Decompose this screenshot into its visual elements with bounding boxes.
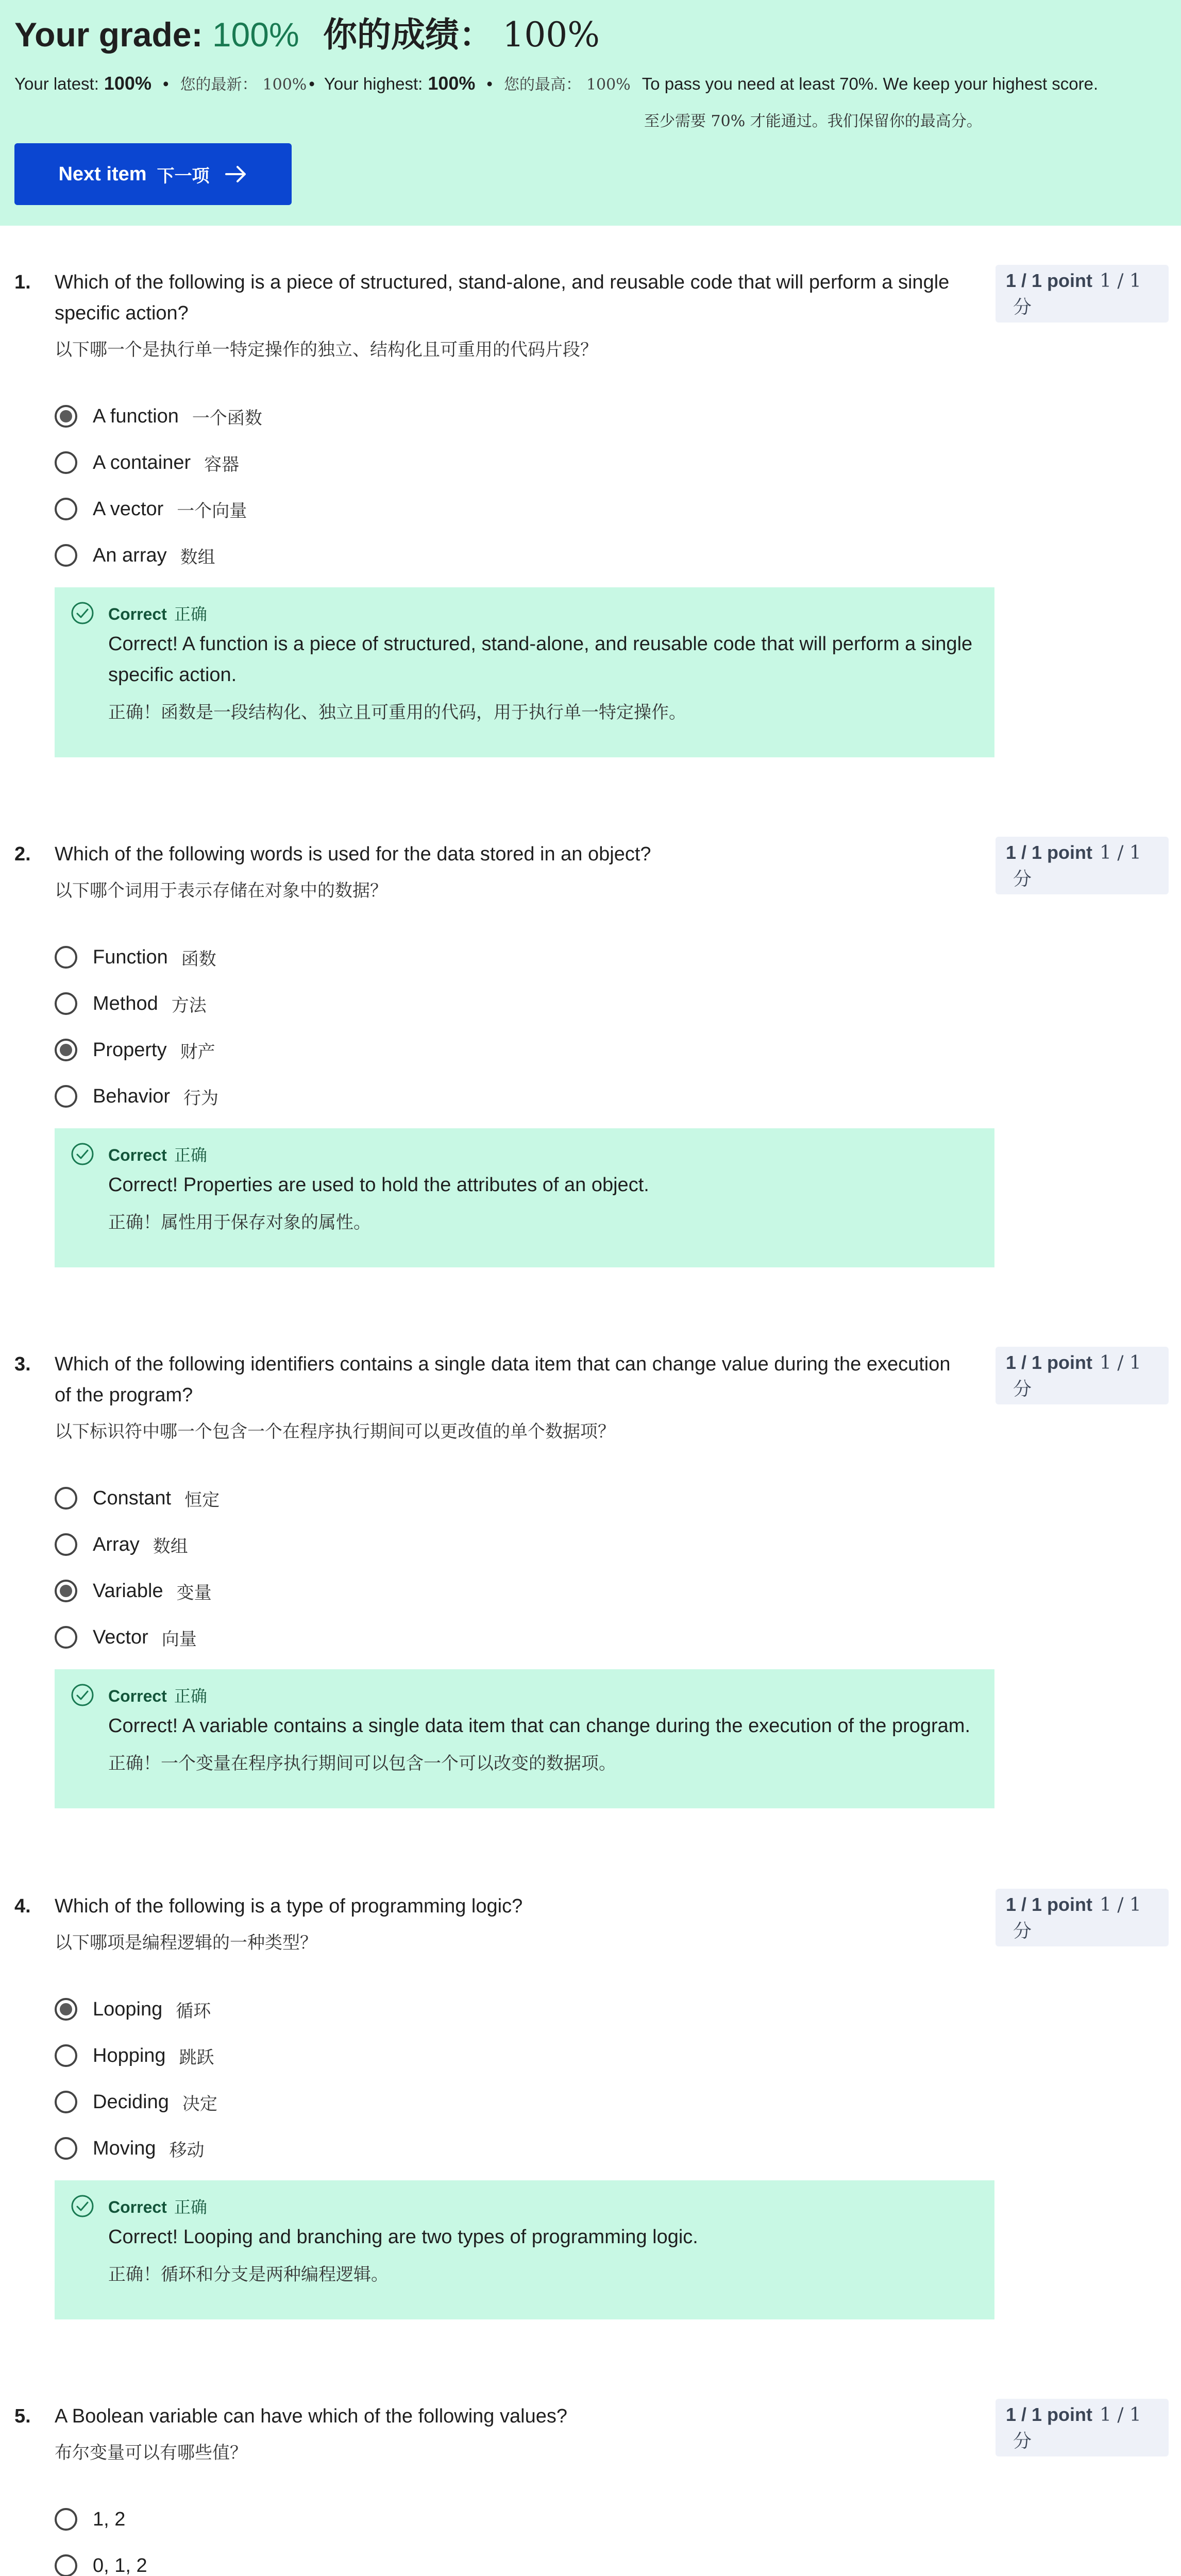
feedback-correct — [55, 2180, 994, 2319]
feedback-text: Correct! Properties are used to hold the attributes of an object. — [108, 1174, 649, 1196]
option-label-zh: 财产 — [180, 1041, 215, 1062]
radio-unselected[interactable] — [55, 2508, 77, 2531]
points-unit-zh: 分 — [1013, 869, 1032, 890]
points-unit-zh: 分 — [1013, 2431, 1032, 2452]
points-badge — [996, 1347, 1169, 1404]
points-value-zh: 1 / 1 — [1100, 2404, 1141, 2426]
radio-unselected[interactable] — [55, 2554, 77, 2576]
option-label: A vector — [93, 498, 164, 520]
feedback-text-zh: 正确！循环和分支是两种编程逻辑。 — [108, 2264, 389, 2285]
radio-unselected[interactable] — [55, 992, 77, 1015]
option-label-zh: 一个函数 — [192, 408, 262, 429]
option-a-vector[interactable] — [55, 494, 247, 524]
points-value: 1 / 1 point — [1006, 1352, 1093, 1373]
points-badge — [996, 265, 1169, 323]
feedback-status-label: Correct — [108, 1146, 167, 1164]
grade-value: 100% — [212, 15, 299, 54]
option-label: Property — [93, 1039, 167, 1061]
feedback-correct — [55, 587, 994, 757]
grade-value-zh: 100% — [502, 15, 600, 55]
feedback-status-label-zh: 正确 — [174, 604, 207, 624]
feedback-correct — [55, 1669, 994, 1808]
check-circle-icon — [70, 2194, 95, 2218]
question-text: Which of the following is a piece of structured, stand-alone, and reusable code that will perform a single specific action? — [55, 272, 950, 324]
option-label-zh: 一个向量 — [177, 500, 247, 521]
radio-selected[interactable] — [55, 1998, 77, 2021]
arrow-right-icon — [225, 164, 248, 184]
option-label: Method — [93, 992, 158, 1014]
grade-banner — [0, 0, 1181, 226]
question-number: 2. — [14, 843, 31, 865]
option-variable[interactable] — [55, 1575, 212, 1606]
option-label-zh: 行为 — [183, 1088, 218, 1109]
feedback-text-zh: 正确！一个变量在程序执行期间可以包含一个可以改变的数据项。 — [108, 1753, 616, 1774]
radio-selected[interactable] — [55, 1039, 77, 1061]
feedback-text-zh: 正确！属性用于保存对象的属性。 — [108, 1212, 371, 1233]
question-text: Which of the following is a type of programming logic? — [55, 1895, 523, 1917]
bullet-separator: • — [162, 74, 169, 93]
feedback-status — [108, 1685, 994, 1707]
radio-unselected[interactable] — [55, 498, 77, 520]
option-label-zh: 数组 — [153, 1536, 188, 1557]
points-value-zh: 1 / 1 — [1100, 842, 1141, 863]
radio-unselected[interactable] — [55, 451, 77, 474]
option-label-zh: 函数 — [181, 948, 216, 970]
feedback-status-label: Correct — [108, 2198, 167, 2216]
feedback-text: Correct! A function is a piece of structured, stand-alone, and reusable code that will perform a single specific action. — [108, 633, 973, 686]
option-label: 1, 2 — [93, 2508, 126, 2530]
radio-selected[interactable] — [55, 1580, 77, 1602]
option-constant[interactable] — [55, 1483, 220, 1514]
option-label-zh: 决定 — [182, 2093, 217, 2114]
option-label-zh: 移动 — [169, 2140, 205, 2161]
option-label: A container — [93, 451, 191, 473]
question-number: 4. — [14, 1895, 31, 1917]
option-label-zh: 向量 — [161, 1629, 197, 1650]
highest-value: 100% — [428, 73, 476, 94]
pass-note: To pass you need at least 70%. We keep your highest score. — [642, 74, 1099, 93]
radio-unselected[interactable] — [55, 2137, 77, 2160]
option-1-2[interactable] — [55, 2504, 125, 2535]
option-property[interactable] — [55, 1035, 215, 1065]
points-value: 1 / 1 point — [1006, 270, 1093, 291]
option-label: Moving — [93, 2137, 156, 2159]
feedback-status — [108, 603, 994, 625]
grade-label-zh: 你的成绩： — [323, 14, 493, 55]
option-array[interactable] — [55, 1529, 188, 1560]
feedback-status-label-zh: 正确 — [174, 2197, 207, 2217]
feedback-status — [108, 2196, 994, 2218]
highest-value-zh: 100% — [586, 76, 631, 94]
radio-selected[interactable] — [55, 405, 77, 428]
option-moving[interactable] — [55, 2133, 205, 2164]
points-badge — [996, 2399, 1169, 2456]
question-text-zh: 布尔变量可以有哪些值？ — [55, 2443, 247, 2463]
feedback-status — [108, 1144, 994, 1166]
option-a-container[interactable] — [55, 447, 239, 478]
option-behavior[interactable] — [55, 1081, 218, 1112]
option-label: An array — [93, 544, 167, 566]
radio-unselected[interactable] — [55, 2044, 77, 2067]
latest-label: Your latest: — [14, 74, 99, 93]
option-label-zh: 循环 — [176, 2001, 211, 2022]
feedback-status-label-zh: 正确 — [174, 1686, 207, 1706]
option-label: Variable — [93, 1580, 163, 1602]
feedback-text: Correct! Looping and branching are two types of programming logic. — [108, 2226, 698, 2248]
option-label-zh: 变量 — [176, 1582, 212, 1603]
check-circle-icon — [70, 1683, 95, 1707]
highest-label-zh: 您的最高： — [503, 76, 581, 94]
question-text: A Boolean variable can have which of the following values? — [55, 2405, 567, 2427]
latest-value-zh: 100% — [262, 76, 307, 94]
radio-unselected[interactable] — [55, 1626, 77, 1649]
bullet-separator: • — [309, 74, 315, 93]
feedback-status-label: Correct — [108, 605, 167, 623]
option-method[interactable] — [55, 988, 207, 1019]
option-label: A function — [93, 405, 179, 427]
option-label-zh: 跳跃 — [179, 2047, 214, 2068]
option-label: 0, 1, 2 — [93, 2554, 147, 2576]
next-item-label: Next item — [58, 163, 147, 185]
points-value-zh: 1 / 1 — [1100, 270, 1141, 292]
option-deciding[interactable] — [55, 2087, 217, 2117]
radio-unselected[interactable] — [55, 1487, 77, 1510]
points-value: 1 / 1 point — [1006, 2404, 1093, 2425]
points-badge — [996, 837, 1169, 894]
points-value: 1 / 1 point — [1006, 842, 1093, 863]
pass-note-zh: 至少需要 70% 才能通过。我们保留你的最高分。 — [644, 112, 982, 130]
points-badge — [996, 1889, 1169, 1946]
option-label: Looping — [93, 1998, 163, 2020]
score-stats — [14, 72, 1181, 97]
option-label-zh: 恒定 — [184, 1489, 220, 1511]
feedback-text-zh: 正确！函数是一段结构化、独立且可重用的代码，用于执行单一特定操作。 — [108, 702, 686, 723]
option-label-zh: 数组 — [180, 547, 215, 568]
option-label: Deciding — [93, 2091, 169, 2113]
question-text: Which of the following words is used for the data stored in an object? — [55, 843, 651, 865]
radio-unselected[interactable] — [55, 1533, 77, 1556]
points-value: 1 / 1 point — [1006, 1894, 1093, 1915]
feedback-correct — [55, 1128, 994, 1267]
question-text-zh: 以下哪一个是执行单一特定操作的独立、结构化且可重用的代码片段？ — [55, 340, 598, 360]
question-text-zh: 以下哪个词用于表示存储在对象中的数据？ — [55, 880, 387, 901]
highest-label: Your highest: — [324, 74, 423, 93]
option-an-array[interactable] — [55, 540, 215, 571]
feedback-status-label: Correct — [108, 1687, 167, 1705]
next-item-label-zh: 下一项 — [157, 165, 210, 187]
points-value-zh: 1 / 1 — [1100, 1352, 1141, 1374]
radio-unselected[interactable] — [55, 544, 77, 567]
option-label: Hopping — [93, 2044, 166, 2066]
option-function[interactable] — [55, 942, 216, 973]
points-unit-zh: 分 — [1013, 297, 1032, 318]
option-label: Vector — [93, 1626, 148, 1648]
latest-label-zh: 您的最新： — [180, 76, 258, 94]
option-label: Function — [93, 946, 168, 968]
radio-unselected[interactable] — [55, 946, 77, 969]
option-looping[interactable] — [55, 1994, 211, 2025]
grade-label: Your grade: — [14, 15, 203, 54]
radio-unselected[interactable] — [55, 1085, 77, 1108]
question-number: 3. — [14, 1353, 31, 1375]
points-unit-zh: 分 — [1013, 1921, 1032, 1942]
option-a-function[interactable] — [55, 401, 262, 432]
question-text-zh: 以下标识符中哪一个包含一个在程序执行期间可以更改值的单个数据项？ — [55, 1421, 615, 1442]
check-circle-icon — [70, 601, 95, 625]
points-value-zh: 1 / 1 — [1100, 1894, 1141, 1916]
question-text-zh: 以下哪项是编程逻辑的一种类型？ — [55, 1933, 317, 1953]
question-text: Which of the following identifiers contains a single data item that can change value during the execution of the program? — [55, 1353, 951, 1406]
option-label-zh: 容器 — [204, 454, 240, 475]
points-unit-zh: 分 — [1013, 1379, 1032, 1400]
bullet-separator: • — [486, 74, 493, 93]
next-item-button[interactable] — [14, 143, 292, 205]
feedback-text: Correct! A variable contains a single data item that can change during the execution of the program. — [108, 1715, 971, 1737]
question-number: 5. — [14, 2405, 31, 2427]
radio-unselected[interactable] — [55, 2091, 77, 2113]
option-label-zh: 方法 — [171, 995, 207, 1016]
feedback-status-label-zh: 正确 — [174, 1145, 207, 1165]
check-circle-icon — [70, 1142, 95, 1166]
question-number: 1. — [14, 272, 31, 293]
option-label: Constant — [93, 1487, 172, 1509]
option-label: Behavior — [93, 1085, 170, 1107]
option-0-1-2[interactable] — [55, 2550, 147, 2576]
grade-heading — [14, 11, 1181, 58]
option-hopping[interactable] — [55, 2040, 214, 2071]
option-label: Array — [93, 1533, 140, 1555]
option-vector[interactable] — [55, 1622, 197, 1653]
latest-value: 100% — [104, 73, 151, 94]
